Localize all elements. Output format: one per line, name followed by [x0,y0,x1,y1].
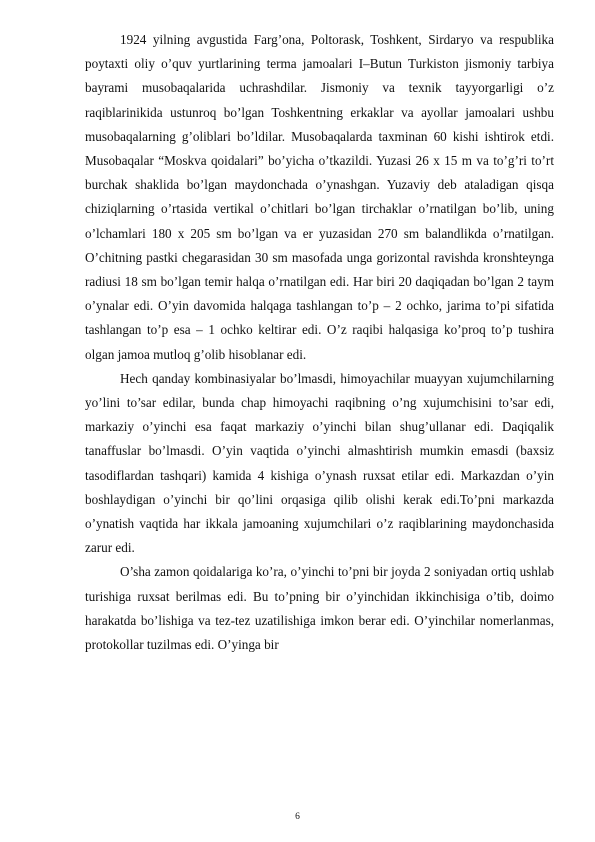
paragraph-3: O’sha zamon qoidalariga ko’ra, o’yinchi to’pni bir joyda 2 soniyadan ortiq ushlab turishiga ruxsat berilmas edi. Bu to’pning bir o’yinchidan ikkinchisiga o’tib, doimo harakatda bo’lishiga va tez-tez uzatilishiga imkon berar edi. O’yinchilar nomerlanmas, protokollar tuzilmas edi. O’yinga bir [85,564,554,653]
paragraph-1: 1924 yilning avgustida Farg’ona, Poltorask, Toshkent, Sirdaryo va respublika poytaxti oliy o’quv yurtlarining terma jamoalari I–Butun Turkiston jismoniy tarbiya bayrami musobaqalarida uchrashdilar. Jismoniy va texnik tayyorgarligi o’z raqiblarinikida ustunroq bo’lgan Toshkentning erkaklar va ayollar jamoalari ushbu musobaqalarning g’oliblari bo’ldilar. Musobaqalarda taxminan 60 kishi ishtirok etdi. Musobaqalar “Moskva qoidalari” bo’yicha o’tkazildi. Yuzasi 26 x 15 m va to’g’ri to’rt burchak shaklida bo’lgan maydonchada o’ynashgan. Yuzaviy deb ataladigan qisqa chiziqlarning o’rtasida vertikal o’chitlari bo’lgan tirchaklar o’rnatilgan bo’lib, uning o’lchamlari 180 x 205 sm bo’lgan va er yuzasidan 270 sm balandlikda o’rnatilgan. O’chitning pastki chegarasidan 30 sm masofada unga gorizontal ravishda kronshteynga radiusi 18 sm bo’lgan temir halqa o’rnatilgan edi. Har biri 20 daqiqadan bo’lgan 2 taym o’ynalar edi. O’yin davomida halqaga tashlangan to’p – 2 ochko, jarima to’pi sifatida tashlangan to’p esa – 1 ochko keltirar edi. O’z raqibi halqasiga ko’proq to’p tushira olgan jamoa mutloq g’olib hisoblanar edi. [85,32,554,362]
page-number: 6 [295,812,300,822]
page-body [85,28,554,657]
paragraph-2: Hech qanday kombinasiyalar bo’lmasdi, himoyachilar muayyan xujumchilarning yo’lini to’sar edilar, bunda chap himoyachi raqibning o’ng xujumchisini to’sar edi, markaziy o’yinchi esa faqat markaziy o’yinchi bilan shug’ullanar edi. Daqiqalik tanaffuslar bo’lmasdi. O’yin vaqtida o’yinchi almashtirish mumkin emasdi (baxsiz tasodiflardan tashqari) kamida 4 kishiga o’ynash ruxsat etilar edi. Markazdan o’yin boshlaydigan o’yinchi bir qo’lini orqasiga qilib olishi kerak edi.To’pni markazda o’ynatish vaqtida har ikkala jamoaning xujumchilari o’z raqiblarining maydonchasida zarur edi. [85,370,554,556]
